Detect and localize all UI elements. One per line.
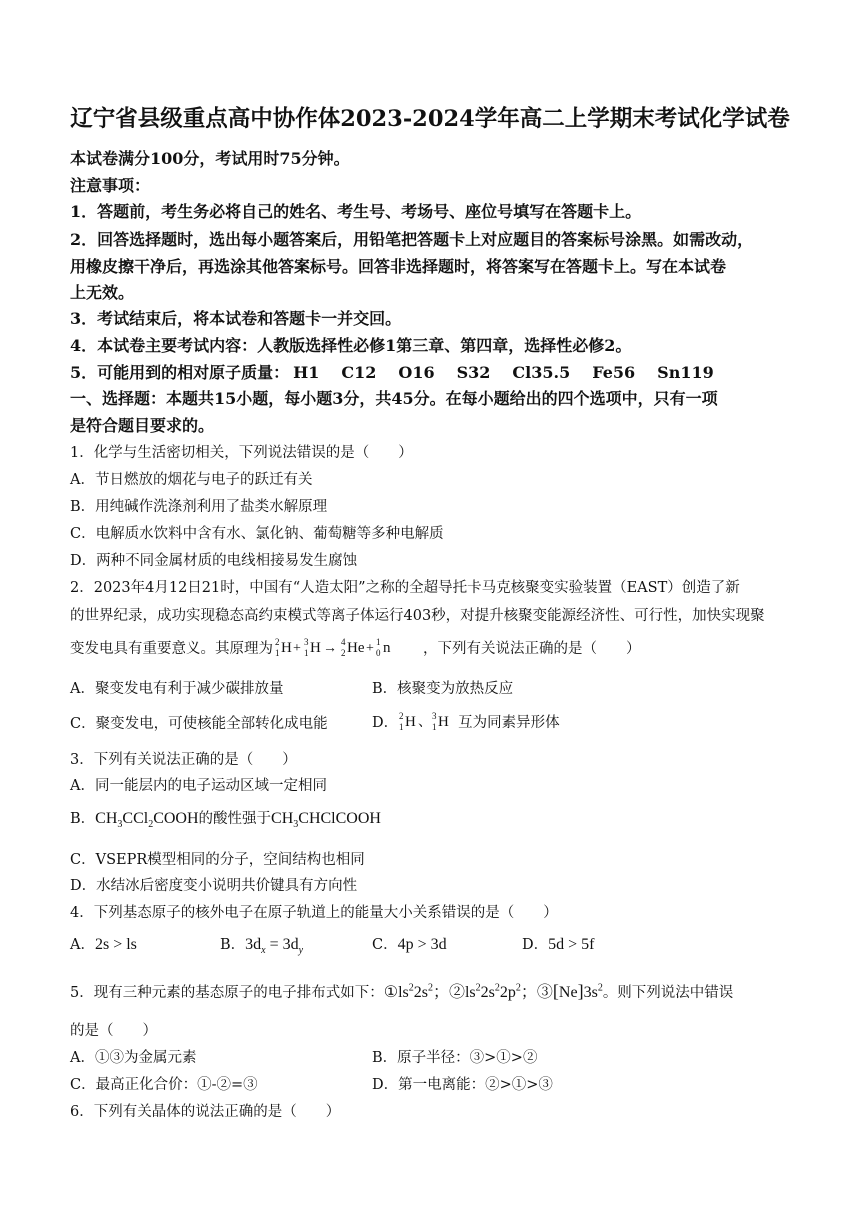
electron-configurations: $①ls^22s^2$；$②ls^22s^22p^2$；$③[Ne]3s^2$ xyxy=(383,981,603,1001)
svg-text:3: 3 xyxy=(432,711,437,721)
formula-ch3chclcooh: $CH_3CHClCOOH$ xyxy=(271,810,381,831)
q2-stem-line3: 变发电具有重要意义。其原理为 2 1 H + 3 1 H → 4 2 He + 1 0 n ，下列有关说法正确的是（ ） xyxy=(70,637,641,658)
notice-item-5 xyxy=(70,360,714,383)
svg-text:0: 0 xyxy=(376,648,381,658)
q1-option-a: A．节日燃放的烟花与电子的跃迁有关 xyxy=(70,472,313,488)
svg-text:1: 1 xyxy=(275,648,280,658)
svg-text:H: H xyxy=(405,714,416,730)
notice-item-1: 1．答题前，考生务必将自己的姓名、考生号、考场号、座位号填写在答题卡上。 xyxy=(70,202,642,221)
formula-ch3ccl2cooh: $CH_3CCl_2COOH$ xyxy=(95,810,199,831)
svg-text:3: 3 xyxy=(304,637,309,647)
atomic-mass-c: C12 xyxy=(341,363,377,382)
q2-option-a: A．聚变发电有利于减少碳排放量 xyxy=(70,681,284,697)
svg-text:n: n xyxy=(383,640,391,656)
q1-option-b: B．用纯碱作洗涤剂利用了盐类水解原理 xyxy=(70,499,328,515)
svg-text:→: → xyxy=(323,641,337,656)
q4-stem: 4．下列基态原子的核外电子在原子轨道上的能量大小关系错误的是（ ） xyxy=(70,905,558,921)
q2-stem-line1: 2．2023年4月12日21时，中国有“人造太阳”之称的全超导托卡马克核聚变实验装置（EAST）创造了新 xyxy=(70,580,740,596)
score-time-note: 本试卷满分100分，考试用时75分钟。 xyxy=(70,149,350,168)
q2-option-c: C．聚变发电，可使核能全部转化成电能 xyxy=(70,716,328,732)
q3-stem: 3．下列有关说法正确的是（ ） xyxy=(70,752,297,768)
q1-stem: 1．化学与生活密切相关，下列说法错误的是（ ） xyxy=(70,445,413,461)
q5-option-d: D．第一电离能：②>①>③ xyxy=(372,1077,553,1093)
svg-text:2: 2 xyxy=(341,648,346,658)
notice-item-2-line3: 上无效。 xyxy=(70,283,135,302)
svg-text:1: 1 xyxy=(376,637,381,647)
q5-stem-line2: 的是（ ） xyxy=(70,1023,157,1039)
svg-text:2: 2 xyxy=(275,637,280,647)
hydrogen-isotopes-formula xyxy=(398,710,458,732)
atomic-mass-label: 5．可能用到的相对原子质量： xyxy=(70,363,290,382)
section-1-heading-line1: 一、选择题：本题共15小题，每小题3分，共45分。在每小题给出的四个选项中，只有一项 xyxy=(70,389,718,408)
atomic-mass-s: S32 xyxy=(456,363,491,382)
q5-option-b: B．原子半径：③>①>② xyxy=(372,1050,538,1066)
q2-stem-line2: 的世界纪录，成功实现稳态高约束模式等离子体运行403秒，对提升核聚变能源经济性、可行性，加快实现聚 xyxy=(70,608,765,624)
svg-text:1: 1 xyxy=(304,648,309,658)
svg-text:H: H xyxy=(281,640,292,656)
q6-stem: 6．下列有关晶体的说法正确的是（ ） xyxy=(70,1104,341,1120)
q2-option-b: B．核聚变为放热反应 xyxy=(372,681,514,697)
atomic-mass-sn: Sn119 xyxy=(657,363,714,382)
q5-option-a: A．①③为金属元素 xyxy=(70,1050,197,1066)
q3-option-d: D．水结冰后密度变小说明共价键具有方向性 xyxy=(70,878,358,894)
section-1-heading-line2: 是符合题目要求的。 xyxy=(70,416,215,435)
q4-option-b: B．$3d_x = 3d_y$ xyxy=(220,936,304,957)
q2-option-d: D． 2 1 H 、 3 1 H 互为同素异形体 xyxy=(372,711,560,732)
q4-option-c: C．4p > 3d xyxy=(372,936,447,953)
q3-option-c: C．VSEPR模型相同的分子，空间结构也相同 xyxy=(70,852,365,868)
q3-option-b: B．$CH_3CCl_2COOH$的酸性强于$CH_3CHClCOOH$ xyxy=(70,810,381,831)
notice-heading: 注意事项： xyxy=(70,176,151,195)
q4-option-d: D．5d > 5f xyxy=(522,936,595,953)
svg-text:1: 1 xyxy=(432,722,437,732)
atomic-mass-o: O16 xyxy=(398,363,435,382)
svg-text:+: + xyxy=(293,641,301,656)
svg-text:1: 1 xyxy=(399,722,404,732)
atomic-mass-cl: Cl35.5 xyxy=(512,363,571,382)
notice-item-3: 3．考试结束后，将本试卷和答题卡一并交回。 xyxy=(70,309,402,328)
fusion-equation xyxy=(273,636,423,658)
svg-text:、: 、 xyxy=(418,715,433,730)
svg-text:2: 2 xyxy=(399,711,404,721)
notice-item-2-line2: 用橡皮擦干净后，再选涂其他答案标号。回答非选择题时，将答案写在答题卡上。写在本试卷 xyxy=(70,257,727,276)
notice-item-2-line1: 2．回答选择题时，选出每小题答案后，用铅笔把答题卡上对应题目的答案标号涂黑。如需改动， xyxy=(70,230,754,249)
q5-option-c: C．最高正化合价：①-②=③ xyxy=(70,1077,258,1093)
svg-text:H: H xyxy=(438,714,449,730)
svg-text:H: H xyxy=(310,640,321,656)
svg-text:+: + xyxy=(366,641,374,656)
exam-title: 辽宁省县级重点高中协作体2023-2024学年高二上学期末考试化学试卷 xyxy=(70,106,790,132)
q1-option-c: C．电解质水饮料中含有水、氯化钠、葡萄糖等多种电解质 xyxy=(70,526,444,542)
atomic-mass-h: H1 xyxy=(293,363,320,382)
q5-stem-line1: 5．现有三种元素的基态原子的电子排布式如下：$①ls^22s^2$；$②ls^22s^22p^2$；$③[Ne]3s^2$。则下列说法中错误 xyxy=(70,981,734,1001)
q3-option-a: A．同一能层内的电子运动区域一定相同 xyxy=(70,778,327,794)
q4-option-a: A．2s > ls xyxy=(70,936,137,953)
notice-item-4: 4．本试卷主要考试内容：人教版选择性必修1第三章、第四章，选择性必修2。 xyxy=(70,336,632,355)
svg-text:4: 4 xyxy=(341,637,346,647)
q1-option-d: D．两种不同金属材质的电线相接易发生腐蚀 xyxy=(70,553,358,569)
svg-text:He: He xyxy=(347,640,365,656)
atomic-mass-fe: Fe56 xyxy=(592,363,636,382)
